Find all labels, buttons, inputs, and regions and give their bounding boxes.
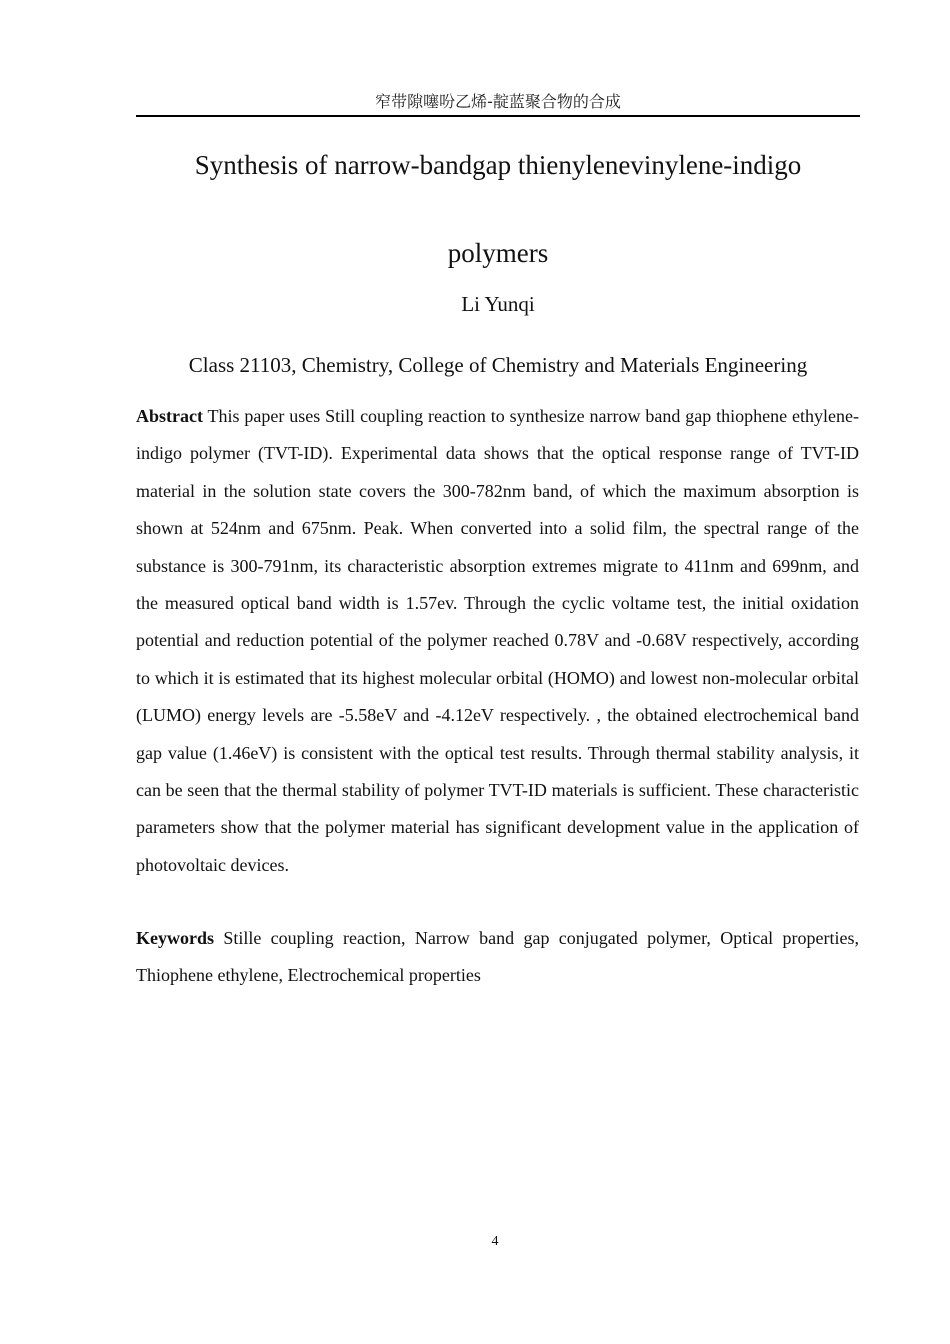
keywords-label: Keywords — [136, 928, 214, 948]
running-header: 窄带隙噻吩乙烯-靛蓝聚合物的合成 — [375, 92, 621, 111]
keywords-text: Stille coupling reaction, Narrow band gap conjugated polymer, Optical properties, Thiophene ethylene, Electrochemical properties — [136, 928, 859, 986]
abstract-paragraph — [136, 398, 859, 884]
author-affiliation: Class 21103, Chemistry, College of Chemistry and Materials Engineering — [188, 353, 808, 377]
author-name: Li Yunqi — [461, 292, 535, 316]
keywords-paragraph — [136, 920, 859, 995]
abstract-text: This paper uses Still coupling reaction to synthesize narrow band gap thiophene ethylene-indigo polymer (TVT-ID). Experimental data shows that the optical response range of TVT-ID material in the solution state covers the 300-782nm band, of which the maximum absorption is shown at 524nm and 675nm. Peak. When converted into a solid film, the spectral range of the substance is 300-791nm, its characteristic absorption extremes migrate to 411nm and 699nm, and the measured optical band width is 1.57ev. Through the cyclic voltame test, the initial oxidation potential and reduction potential of the polymer reached 0.78V and -0.68V respectively, according to which it is estimated that its highest molecular orbital (HOMO) and lowest non-molecular orbital (LUMO) energy levels are -5.58eV and -4.12eV respectively. , the obtained electrochemical band gap value (1.46eV) is consistent with the optical test results. Through thermal stability analysis, it can be seen that the thermal stability of polymer TVT-ID materials is sufficient. These characteristic parameters show that the polymer material has significant development value in the application of photovoltaic devices. — [136, 406, 859, 875]
paper-title-line-1: Synthesis of narrow-bandgap thienylenevinylene-indigo — [194, 150, 802, 180]
paper-title — [100, 143, 896, 275]
abstract-label: Abstract — [136, 406, 203, 426]
page-number: 4 — [491, 1234, 499, 1249]
header-rule — [136, 115, 860, 117]
paper-title-line-2: polymers — [447, 238, 549, 268]
